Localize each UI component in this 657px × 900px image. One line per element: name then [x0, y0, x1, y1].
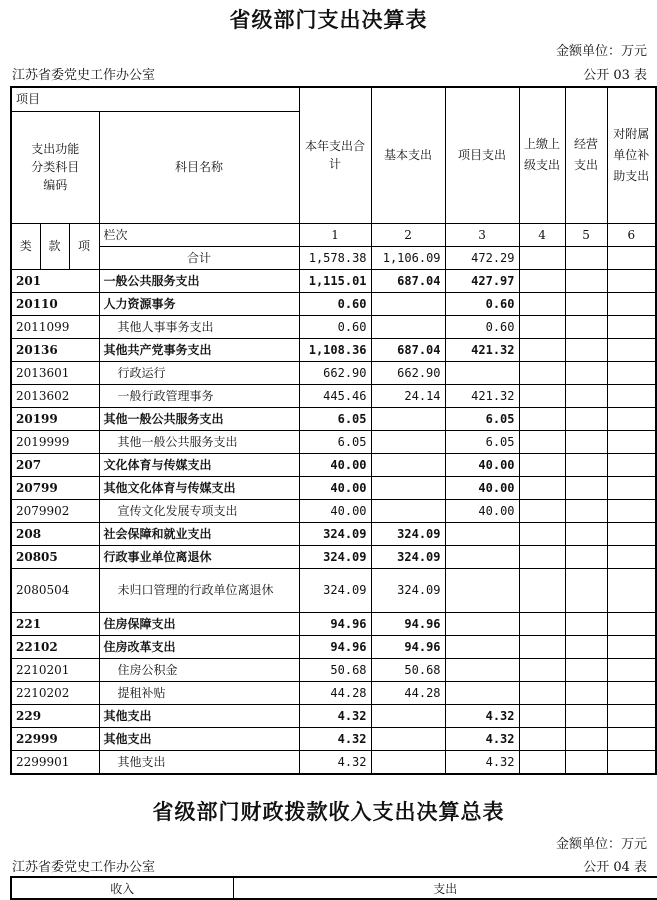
table-row — [11, 635, 656, 658]
subject-name: 其他人事事务支出 — [99, 315, 299, 338]
empty-cell — [565, 430, 607, 453]
header-upper: 上缴上级支出 — [519, 87, 565, 223]
empty-cell — [565, 292, 607, 315]
total-amount: 4.32 — [299, 727, 371, 750]
basic-amount: 687.04 — [371, 269, 445, 292]
empty-cell — [607, 681, 656, 704]
header-subject-name: 科目名称 — [99, 111, 299, 223]
col-index: 5 — [565, 223, 607, 246]
basic-amount: 662.90 — [371, 361, 445, 384]
empty-cell — [519, 568, 565, 612]
empty-cell — [519, 658, 565, 681]
empty-cell — [607, 545, 656, 568]
col-index: 1 — [299, 223, 371, 246]
project-amount: 427.97 — [445, 269, 519, 292]
total-amount: 324.09 — [299, 522, 371, 545]
empty-cell — [565, 727, 607, 750]
empty-cell — [519, 727, 565, 750]
subject-code: 2011099 — [11, 315, 99, 338]
subject-name: 住房保障支出 — [99, 612, 299, 635]
empty-cell — [607, 704, 656, 727]
col-index: 4 — [519, 223, 565, 246]
table-row — [11, 430, 656, 453]
subject-code: 229 — [11, 704, 99, 727]
header-item: 项目 — [11, 87, 299, 111]
total-amount: 50.68 — [299, 658, 371, 681]
subject-code: 2210202 — [11, 681, 99, 704]
basic-amount — [371, 315, 445, 338]
expenditure-table — [10, 86, 657, 775]
subject-code: 2210201 — [11, 658, 99, 681]
empty-cell — [607, 292, 656, 315]
empty-cell — [519, 361, 565, 384]
empty-cell — [565, 568, 607, 612]
subject-code: 2079902 — [11, 499, 99, 522]
empty-cell — [519, 476, 565, 499]
subject-code: 2013601 — [11, 361, 99, 384]
header-lei: 类 — [11, 223, 40, 269]
project-amount: 0.60 — [445, 315, 519, 338]
empty-cell — [565, 338, 607, 361]
project-amount: 6.05 — [445, 407, 519, 430]
basic-amount: 94.96 — [371, 635, 445, 658]
table-row — [11, 545, 656, 568]
form-code-2: 公开 04 表 — [583, 860, 647, 875]
subject-code: 20805 — [11, 545, 99, 568]
header-kuan: 款 — [40, 223, 69, 269]
project-amount — [445, 545, 519, 568]
empty-cell — [607, 384, 656, 407]
project-amount: 6.05 — [445, 430, 519, 453]
subject-name: 一般公共服务支出 — [99, 269, 299, 292]
empty-cell — [565, 476, 607, 499]
total-amount: 445.46 — [299, 384, 371, 407]
total-label: 合计 — [99, 246, 299, 269]
total-amount: 662.90 — [299, 361, 371, 384]
table-row — [11, 292, 656, 315]
subject-name: 其他一般公共服务支出 — [99, 407, 299, 430]
total-amount: 40.00 — [299, 476, 371, 499]
subject-code: 221 — [11, 612, 99, 635]
empty-cell — [519, 384, 565, 407]
project-amount — [445, 612, 519, 635]
subject-name: 文化体育与传媒支出 — [99, 453, 299, 476]
subject-code: 22999 — [11, 727, 99, 750]
subject-name: 一般行政管理事务 — [99, 384, 299, 407]
table-row — [11, 499, 656, 522]
subject-name: 住房公积金 — [99, 658, 299, 681]
project-amount: 40.00 — [445, 499, 519, 522]
empty-cell — [607, 635, 656, 658]
table-row — [11, 338, 656, 361]
project-amount — [445, 522, 519, 545]
subject-code: 20136 — [11, 338, 99, 361]
project-amount — [445, 658, 519, 681]
subject-name: 未归口管理的行政单位离退休 — [99, 568, 299, 612]
project-amount: 4.32 — [445, 704, 519, 727]
subject-code: 201 — [11, 269, 99, 292]
empty-cell — [519, 704, 565, 727]
table-row — [11, 476, 656, 499]
project-amount: 40.00 — [445, 476, 519, 499]
amount-unit: 金额单位：万元 — [555, 44, 647, 59]
header-total: 本年支出合计 — [299, 87, 371, 223]
subject-name: 提租补贴 — [99, 681, 299, 704]
empty-cell — [607, 658, 656, 681]
project-amount: 0.60 — [445, 292, 519, 315]
project-amount — [445, 361, 519, 384]
subject-code: 20799 — [11, 476, 99, 499]
empty-cell — [607, 612, 656, 635]
subject-code: 207 — [11, 453, 99, 476]
empty-cell — [607, 269, 656, 292]
page-title: 省级部门支出决算表 — [229, 8, 428, 32]
table-row — [11, 750, 656, 774]
subject-name: 住房改革支出 — [99, 635, 299, 658]
table-row — [11, 704, 656, 727]
total-amount: 1,578.38 — [299, 246, 371, 269]
empty-cell — [519, 338, 565, 361]
basic-amount — [371, 476, 445, 499]
empty-cell — [565, 635, 607, 658]
empty-cell — [519, 522, 565, 545]
table-row — [11, 522, 656, 545]
empty-cell — [565, 522, 607, 545]
project-amount: 4.32 — [445, 750, 519, 774]
empty-cell — [519, 453, 565, 476]
subject-name: 其他文化体育与传媒支出 — [99, 476, 299, 499]
total-amount: 6.05 — [299, 407, 371, 430]
empty-cell — [607, 338, 656, 361]
subject-code: 2080504 — [11, 568, 99, 612]
table-row — [11, 407, 656, 430]
basic-amount — [371, 704, 445, 727]
table-row — [11, 727, 656, 750]
empty-cell — [607, 568, 656, 612]
table-row — [11, 453, 656, 476]
empty-cell — [519, 269, 565, 292]
empty-cell — [565, 681, 607, 704]
project-amount: 421.32 — [445, 384, 519, 407]
total-amount: 94.96 — [299, 612, 371, 635]
empty-cell — [607, 453, 656, 476]
header-func-code: 支出功能分类科目编码 — [11, 111, 99, 223]
col-index: 3 — [445, 223, 519, 246]
subject-code: 2013602 — [11, 384, 99, 407]
header-basic: 基本支出 — [371, 87, 445, 223]
subject-code: 20110 — [11, 292, 99, 315]
total-amount: 324.09 — [299, 545, 371, 568]
table-row — [11, 315, 656, 338]
empty-cell — [607, 522, 656, 545]
header-lanci: 栏次 — [99, 223, 299, 246]
project-amount: 40.00 — [445, 453, 519, 476]
basic-amount — [371, 727, 445, 750]
basic-amount — [371, 499, 445, 522]
basic-amount: 324.09 — [371, 545, 445, 568]
empty-cell — [607, 407, 656, 430]
project-amount: 472.29 — [445, 246, 519, 269]
subject-name: 人力资源事务 — [99, 292, 299, 315]
subject-name: 其他共产党事务支出 — [99, 338, 299, 361]
subject-code: 22102 — [11, 635, 99, 658]
total-amount: 6.05 — [299, 430, 371, 453]
empty-cell — [607, 315, 656, 338]
organization-name-2: 江苏省委党史工作办公室 — [12, 860, 156, 875]
basic-amount — [371, 750, 445, 774]
empty-cell — [519, 612, 565, 635]
table-row — [11, 361, 656, 384]
basic-amount — [371, 430, 445, 453]
total-amount: 94.96 — [299, 635, 371, 658]
subject-name: 其他一般公共服务支出 — [99, 430, 299, 453]
total-amount: 4.32 — [299, 704, 371, 727]
total-amount: 0.60 — [299, 315, 371, 338]
empty-cell — [565, 384, 607, 407]
subject-name: 行政事业单位离退休 — [99, 545, 299, 568]
organization-name: 江苏省委党史工作办公室 — [12, 68, 156, 83]
subject-name: 社会保障和就业支出 — [99, 522, 299, 545]
summary-table — [10, 876, 657, 900]
total-amount: 324.09 — [299, 568, 371, 612]
empty-cell — [607, 430, 656, 453]
subject-name: 宣传文化发展专项支出 — [99, 499, 299, 522]
total-amount: 40.00 — [299, 499, 371, 522]
empty-cell — [565, 453, 607, 476]
subject-name: 其他支出 — [99, 704, 299, 727]
header-project: 项目支出 — [445, 87, 519, 223]
header-business: 经营支出 — [565, 87, 607, 223]
table-row — [11, 384, 656, 407]
basic-amount: 324.09 — [371, 568, 445, 612]
project-amount — [445, 681, 519, 704]
subject-name: 其他支出 — [99, 750, 299, 774]
empty-cell — [565, 704, 607, 727]
basic-amount: 1,106.09 — [371, 246, 445, 269]
basic-amount — [371, 292, 445, 315]
empty-cell — [565, 612, 607, 635]
table-row — [11, 658, 656, 681]
empty-cell — [607, 727, 656, 750]
basic-amount: 324.09 — [371, 522, 445, 545]
empty-cell — [565, 361, 607, 384]
table-row — [11, 269, 656, 292]
basic-amount: 94.96 — [371, 612, 445, 635]
basic-amount: 24.14 — [371, 384, 445, 407]
basic-amount: 687.04 — [371, 338, 445, 361]
empty-cell — [565, 407, 607, 430]
subject-code: 2019999 — [11, 430, 99, 453]
empty-cell — [565, 750, 607, 774]
basic-amount — [371, 407, 445, 430]
total-amount: 44.28 — [299, 681, 371, 704]
basic-amount: 50.68 — [371, 658, 445, 681]
total-amount: 4.32 — [299, 750, 371, 774]
project-amount — [445, 635, 519, 658]
empty-cell — [607, 476, 656, 499]
total-amount: 40.00 — [299, 453, 371, 476]
project-amount: 421.32 — [445, 338, 519, 361]
empty-cell — [519, 750, 565, 774]
empty-cell — [519, 499, 565, 522]
empty-cell — [607, 499, 656, 522]
empty-cell — [519, 545, 565, 568]
col-index: 6 — [607, 223, 656, 246]
subject-name: 行政运行 — [99, 361, 299, 384]
header-xiang: 项 — [69, 223, 99, 269]
empty-cell — [519, 635, 565, 658]
project-amount — [445, 568, 519, 612]
total-amount: 1,108.36 — [299, 338, 371, 361]
empty-cell — [519, 681, 565, 704]
empty-cell — [607, 750, 656, 774]
empty-cell — [565, 315, 607, 338]
empty-cell — [519, 430, 565, 453]
empty-cell — [565, 499, 607, 522]
table-row — [11, 612, 656, 635]
subject-name: 其他支出 — [99, 727, 299, 750]
total-amount: 0.60 — [299, 292, 371, 315]
empty-cell — [519, 315, 565, 338]
amount-unit-2: 金额单位：万元 — [555, 837, 647, 852]
table-row — [11, 568, 656, 612]
empty-cell — [519, 292, 565, 315]
header-subsidy: 对附属单位补助支出 — [607, 87, 656, 223]
table-row — [11, 681, 656, 704]
col-index: 2 — [371, 223, 445, 246]
empty-cell — [565, 269, 607, 292]
total-row — [11, 246, 656, 269]
subject-code: 208 — [11, 522, 99, 545]
form-code: 公开 03 表 — [583, 68, 647, 83]
empty-cell — [607, 361, 656, 384]
second-table-title: 省级部门财政拨款收入支出决算总表 — [152, 800, 505, 824]
subject-code: 20199 — [11, 407, 99, 430]
project-amount: 4.32 — [445, 727, 519, 750]
basic-amount: 44.28 — [371, 681, 445, 704]
empty-cell — [565, 545, 607, 568]
empty-cell — [519, 407, 565, 430]
empty-cell — [565, 658, 607, 681]
expense-header: 支出 — [233, 877, 657, 899]
subject-code: 2299901 — [11, 750, 99, 774]
total-amount: 1,115.01 — [299, 269, 371, 292]
income-header: 收入 — [11, 877, 233, 899]
basic-amount — [371, 453, 445, 476]
